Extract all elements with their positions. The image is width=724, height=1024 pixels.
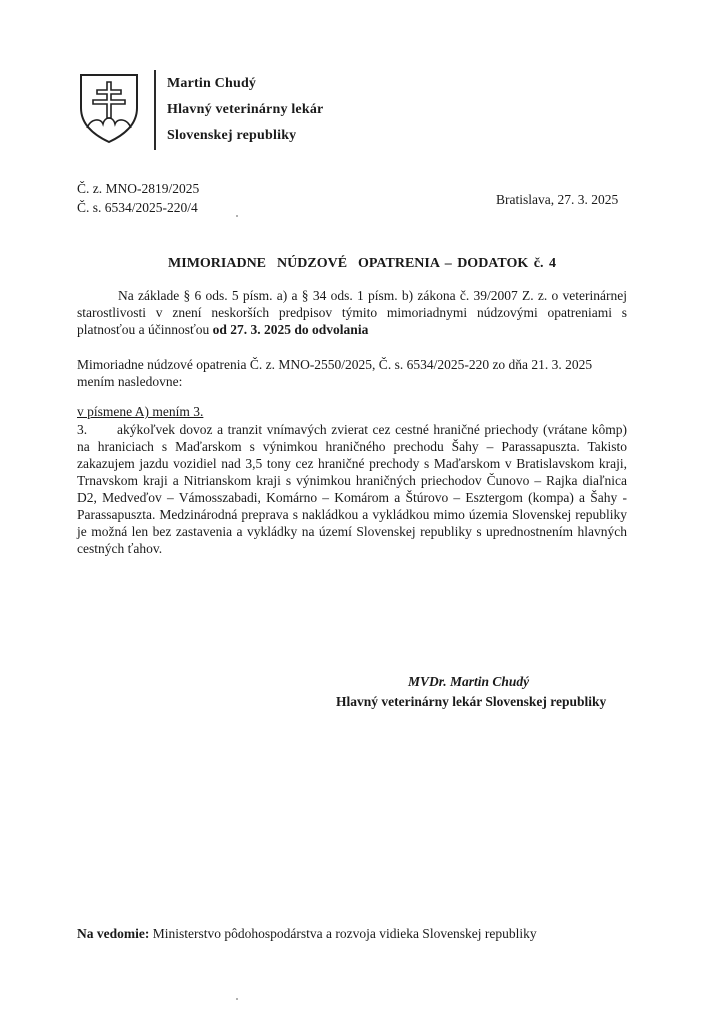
amendment-number: 3. xyxy=(77,422,88,437)
file-number: Č. s. 6534/2025-220/4 xyxy=(77,200,198,215)
letterhead-divider xyxy=(154,70,156,150)
amendment-intro-paragraph: Mimoriadne núdzové opatrenia Č. z. MNO-2550/2025, Č. s. 6534/2025-220 zo dňa 21. 3. 2025 mením nasledovne: xyxy=(77,357,593,389)
slovak-coat-of-arms-icon xyxy=(78,72,140,144)
case-number: Č. z. MNO-2819/2025 xyxy=(77,181,200,196)
validity-period: od 27. 3. 2025 do odvolania xyxy=(212,322,369,337)
signatory-title: Hlavný veterinárny lekár Slovenskej republiky xyxy=(336,694,607,709)
notice-recipient: Ministerstvo pôdohospodárstva a rozvoja vidieka Slovenskej republiky xyxy=(152,926,537,941)
notice-line xyxy=(77,926,537,942)
legal-basis-paragraph xyxy=(77,287,627,338)
place-date: Bratislava, 27. 3. 2025 xyxy=(496,192,619,207)
amendment-heading: v písmene A) mením 3. xyxy=(77,404,204,419)
scan-speck xyxy=(236,215,238,217)
signatory-name: MVDr. Martin Chudý xyxy=(408,674,530,689)
letterhead-role: Hlavný veterinárny lekár xyxy=(167,102,324,117)
legal-basis-text: Na základe § 6 ods. 5 písm. a) a § 34 ods. 1 písm. b) zákona č. 39/2007 Z. z. o veterinárnej starostlivosti v znení neskorších predpisov týmito mimoriadnymi núdzovými opatreniami s platnosťou a účinnosťou xyxy=(77,288,627,337)
amendment-text: akýkoľvek dovoz a tranzit vnímavých zvierat cez cestné hraničné priechody (vrátane kômp) na hraniciach s Maďarskom s výnimkou hraničného prechodu Šahy – Parassapuszta. Takisto zakazujem jazdu vozidiel nad 3,5 tony cez hraničné prechody s Maďarskom v Bratislavskom kraji, Trnavskom kraji a Nitrianskom kraji s výnimkou hraničných priechodov Čunovo – Rajka diaľnica D2, Medveďov – Vámosszabadi, Komárno – Komárom a Štúrovo – Esztergom (kompa) a Šahy - Parassapuszta. Medzinárodná preprava s nakládkou a vykládkou mimo územia Slovenskej republiky je možná len bez zastavenia a vykládky na území Slovenskej republiky s uprednostnením hlavných cestných ťahov. xyxy=(77,422,627,556)
document-title: MIMORIADNE NÚDZOVÉ OPATRENIA – DODATOK č. 4 xyxy=(168,256,556,271)
letterhead-name: Martin Chudý xyxy=(167,76,257,91)
scan-speck xyxy=(236,998,238,1000)
letterhead-country: Slovenskej republiky xyxy=(167,128,297,143)
notice-label: Na vedomie: xyxy=(77,926,150,941)
amendment-paragraph xyxy=(77,421,627,557)
